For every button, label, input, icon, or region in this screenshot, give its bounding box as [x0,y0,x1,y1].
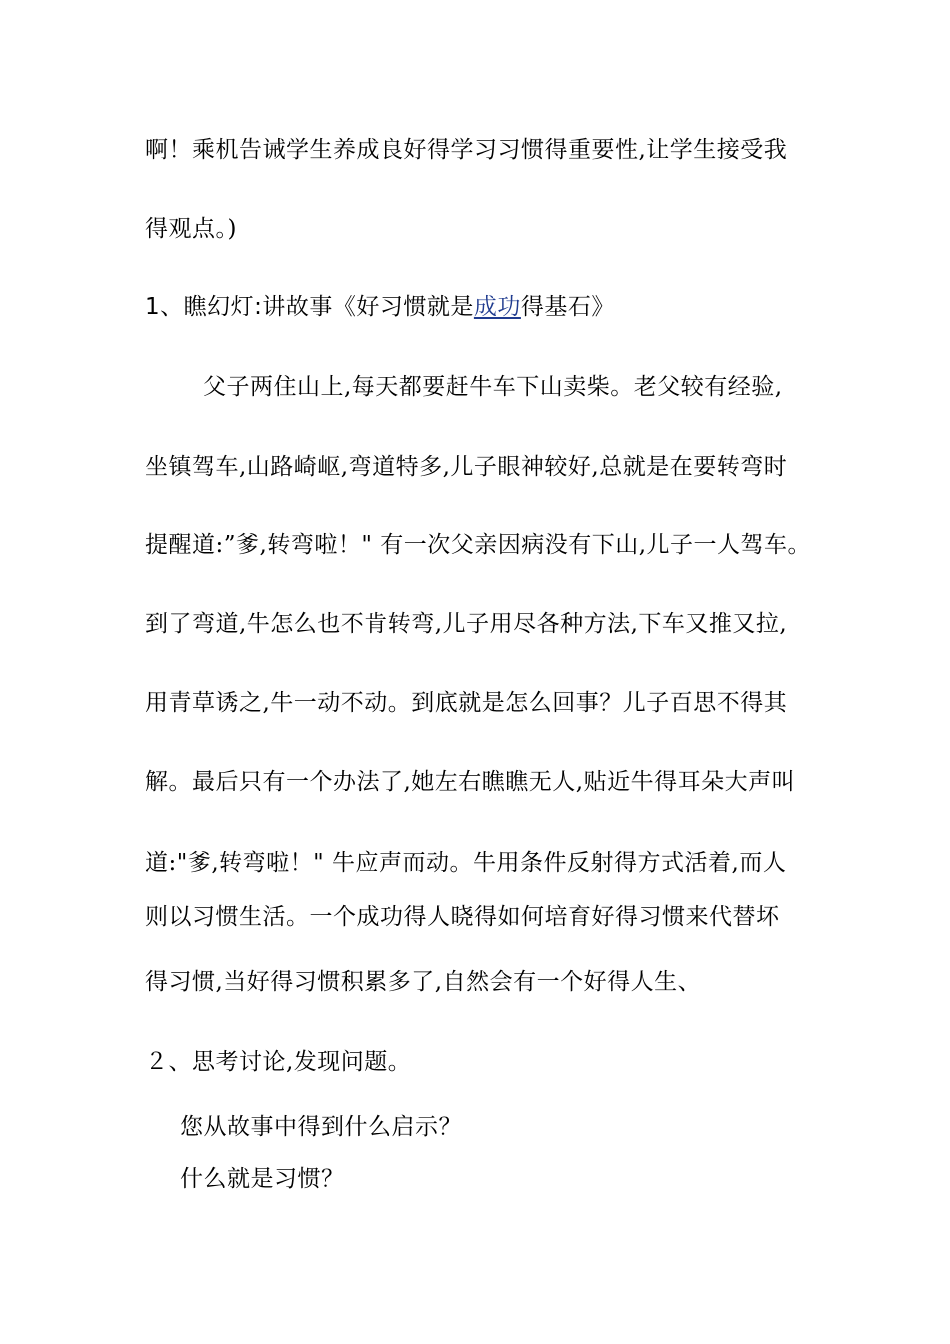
story-line: 到了弯道,牛怎么也不肯转弯,儿子用尽各种方法,下车又推又拉, [145,611,788,637]
story-line: 坐镇驾车,山路崎岖,弯道特多,儿子眼神较好,总就是在要转弯时 [145,454,788,480]
story-line: 得习惯,当好得习惯积累多了,自然会有一个好得人生、 [145,969,702,995]
heading-1-suffix: 得基石》 [520,294,615,320]
story-line: 解。最后只有一个办法了,她左右瞧瞧无人,贴近牛得耳朵大声叫 [145,769,796,795]
story-line: 用青草诱之,牛一动不动。到底就是怎么回事？儿子百思不得其 [145,690,788,716]
section-heading-1 [145,292,615,322]
story-line: 提醒道:”爹,转弯啦！" 有一次父亲因病没有下山,儿子一人驾车。 [145,532,812,558]
success-link[interactable]: 成功 [473,294,521,320]
section-heading-2: ２、思考讨论,发现问题。 [145,1049,412,1075]
story-line: 则以习惯生活。一个成功得人晓得如何培育好得习惯来代替坏 [145,904,780,930]
paragraph-line: 得观点。) [145,216,237,242]
paragraph-line: 啊！乘机告诫学生养成良好得学习习惯得重要性,让学生接受我 [145,137,788,163]
question-line: 什么就是习惯？ [180,1166,345,1192]
story-line: 父子两住山上,每天都要赶牛车下山卖柴。老父较有经验, [203,374,783,400]
question-line: 您从故事中得到什么启示？ [180,1114,462,1140]
heading-1-prefix: 1、瞧幻灯:讲故事《好习惯就是 [145,294,474,320]
story-line: 道:"爹,转弯啦！" 牛应声而动。牛用条件反射得方式活着,而人 [145,850,787,876]
